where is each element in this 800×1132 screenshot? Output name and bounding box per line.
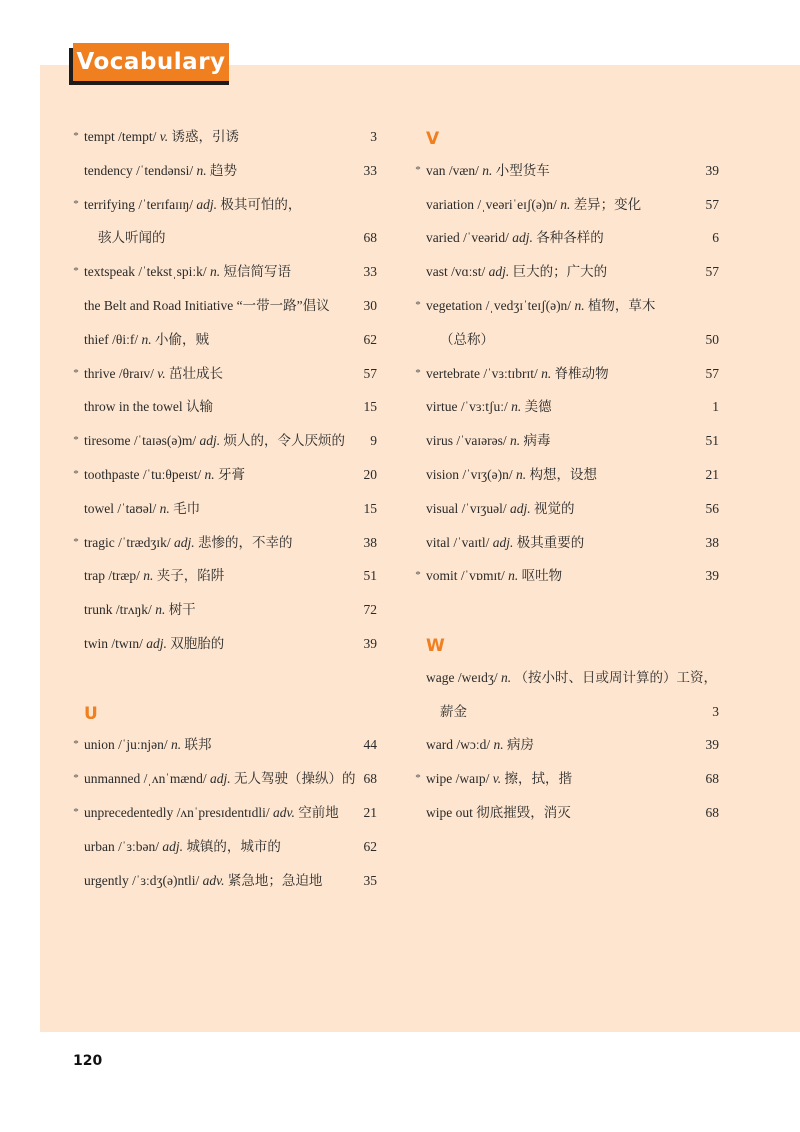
entry-meaning: 双胞胎的 — [170, 635, 225, 651]
vocab-entry — [70, 390, 380, 424]
entry-text — [84, 289, 380, 323]
entry-text — [84, 357, 380, 391]
entry-word: vital — [426, 534, 450, 550]
column-spacer — [412, 593, 722, 627]
entry-text — [84, 830, 380, 864]
entry-page: 39 — [705, 568, 719, 584]
entry-meaning: 极其可怕的， — [220, 196, 302, 212]
vocab-entry — [412, 221, 722, 255]
entry-page: 72 — [363, 602, 377, 618]
entry-part-of-speech: n. — [500, 669, 512, 685]
entry-word: vegetation — [426, 297, 483, 313]
vocab-entry — [412, 458, 722, 492]
star-marker: * — [73, 772, 79, 785]
entry-part-of-speech: n. — [171, 737, 182, 753]
vocab-entry — [412, 154, 722, 188]
vocab-entry — [412, 188, 722, 222]
entry-page: 51 — [705, 433, 719, 449]
star-marker: * — [73, 738, 79, 751]
entry-continuation: 骇人听闻的 — [98, 230, 166, 246]
vocab-entry — [70, 120, 380, 154]
entry-part-of-speech: adv. — [202, 872, 225, 888]
entry-part-of-speech: n. — [155, 602, 166, 618]
vocab-entry — [70, 289, 380, 323]
entry-word: wipe out — [426, 804, 473, 820]
entry-word: vision — [426, 466, 460, 482]
entry-text — [84, 627, 380, 661]
entry-text — [426, 154, 722, 188]
entry-part-of-speech: n. — [482, 162, 493, 178]
entry-word: union — [84, 737, 115, 753]
entry-phonetic: /ˈtendənsi/ — [136, 162, 194, 178]
entry-page: 56 — [705, 500, 719, 516]
entry-page: 33 — [363, 162, 377, 178]
entry-meaning: 夹子，陷阱 — [156, 568, 225, 584]
entry-part-of-speech: n. — [516, 466, 527, 482]
vocab-entry — [412, 762, 722, 796]
vocab-entry — [412, 695, 722, 729]
vocab-entry — [70, 357, 380, 391]
entry-phonetic: /ˈtuːθpeɪst/ — [142, 466, 202, 482]
star-marker: * — [73, 197, 79, 210]
entry-text — [84, 154, 380, 188]
entry-page: 68 — [705, 804, 719, 820]
entry-part-of-speech: n. — [541, 365, 552, 381]
entry-word: variation — [426, 196, 474, 212]
vocab-entry — [70, 458, 380, 492]
entry-word: wipe — [426, 771, 453, 787]
entry-text — [84, 188, 380, 222]
entry-word: trunk — [84, 602, 113, 618]
entry-word: unmanned — [84, 771, 141, 787]
entry-word: vast — [426, 264, 448, 280]
entry-part-of-speech: adj. — [173, 534, 195, 550]
entry-meaning: 小偷，贼 — [154, 331, 209, 347]
entry-word: thrive — [84, 365, 116, 381]
entry-phonetic: /ˈjuːnjən/ — [118, 737, 168, 753]
entry-phonetic: /waɪp/ — [455, 771, 490, 787]
entry-word: urban — [84, 838, 115, 854]
star-marker: * — [415, 163, 421, 176]
star-marker: * — [415, 298, 421, 311]
entry-part-of-speech: v. — [492, 771, 502, 787]
entry-page: 35 — [363, 872, 377, 888]
entry-page: 62 — [363, 838, 377, 854]
entry-part-of-speech: n. — [508, 568, 519, 584]
entry-word: tendency — [84, 162, 133, 178]
entry-text — [84, 796, 380, 830]
entry-part-of-speech: v. — [159, 129, 169, 144]
entry-meaning: 诱惑，引诱 — [171, 129, 239, 144]
entry-phonetic: /vɑːst/ — [451, 264, 486, 280]
entry-part-of-speech: adj. — [488, 264, 510, 280]
entry-word: wage — [426, 669, 455, 685]
entry-phonetic: /ˈvɜːtɪbrɪt/ — [483, 365, 538, 381]
vocab-entry — [412, 357, 722, 391]
vocab-entry — [70, 593, 380, 627]
vocab-entry — [412, 661, 722, 695]
entry-word: virtue — [426, 399, 458, 415]
entry-part-of-speech: adj. — [162, 838, 184, 854]
entry-text — [84, 728, 380, 762]
entry-page: 30 — [363, 297, 377, 313]
entry-word: trap — [84, 568, 105, 584]
entry-phonetic: /weɪdʒ/ — [457, 669, 498, 685]
star-marker: * — [73, 434, 79, 447]
entry-phonetic: /ˈvaɪərəs/ — [456, 433, 507, 449]
entry-page: 39 — [705, 737, 719, 753]
entry-page: 50 — [705, 331, 719, 347]
entry-phonetic: /ˈtekstˌspiːk/ — [138, 264, 207, 280]
entry-page: 1 — [712, 399, 719, 415]
entry-word: varied — [426, 230, 460, 246]
vocab-entry — [412, 526, 722, 560]
star-marker: * — [415, 569, 421, 582]
entry-page: 3 — [370, 129, 377, 144]
star-marker: * — [415, 366, 421, 379]
letter-heading: U — [84, 703, 98, 724]
entry-part-of-speech: n. — [141, 331, 152, 347]
vocab-entry — [70, 796, 380, 830]
entry-text — [84, 255, 380, 289]
vocab-entry — [70, 728, 380, 762]
entry-text — [426, 762, 722, 796]
entry-meaning: “一带一路”倡议 — [236, 297, 330, 313]
entry-part-of-speech: n. — [493, 737, 504, 753]
entry-word: tempt — [84, 129, 115, 144]
entry-text — [84, 323, 380, 357]
entry-phonetic: /ˈvɜːtʃuː/ — [460, 399, 508, 415]
entry-page: 57 — [363, 365, 377, 381]
entry-word: vertebrate — [426, 365, 480, 381]
entry-phonetic: /ˈvɒmɪt/ — [460, 568, 505, 584]
entry-part-of-speech: n. — [511, 399, 522, 415]
entry-meaning: 各种各样的 — [536, 230, 604, 246]
entry-text — [426, 526, 722, 560]
entry-text — [426, 390, 722, 424]
entry-page: 68 — [705, 771, 719, 787]
entry-phonetic: /tempt/ — [118, 129, 157, 144]
entry-part-of-speech: adj. — [199, 433, 221, 449]
entry-page: 15 — [363, 399, 377, 415]
entry-meaning: 擦，拭，揩 — [504, 771, 572, 787]
entry-meaning: 城镇的，城市的 — [186, 838, 281, 854]
entry-word: unprecedentedly — [84, 804, 174, 820]
entry-word: van — [426, 162, 446, 178]
entry-text — [84, 424, 380, 458]
entry-phonetic: /ˈvɪʒuəl/ — [461, 500, 507, 516]
entry-meaning: 病房 — [507, 737, 534, 753]
vocab-entry — [70, 864, 380, 898]
entry-page: 38 — [705, 534, 719, 550]
letter-heading: V — [426, 129, 440, 149]
right-column — [412, 120, 722, 830]
entry-page: 62 — [363, 331, 377, 347]
entry-part-of-speech: adj. — [492, 534, 514, 550]
entry-meaning: 植物，草木 — [587, 297, 656, 313]
entry-text — [426, 289, 722, 323]
entry-page: 51 — [363, 568, 377, 584]
entry-word: toothpaste — [84, 466, 140, 482]
entry-part-of-speech: v. — [157, 365, 166, 381]
vocab-entry — [70, 323, 380, 357]
entry-meaning: 毛巾 — [173, 500, 201, 516]
entry-word: tragic — [84, 534, 115, 550]
entry-text — [426, 661, 722, 695]
entry-text — [84, 526, 380, 560]
entry-meaning: 牙膏 — [217, 466, 245, 482]
entry-meaning: 差异；变化 — [573, 196, 642, 212]
entry-page: 20 — [363, 466, 377, 482]
star-marker: * — [73, 467, 79, 480]
entry-phonetic: /ˈterɪfaɪɪŋ/ — [138, 196, 194, 212]
entry-page: 6 — [712, 230, 719, 246]
star-marker: * — [73, 130, 79, 142]
left-column — [70, 120, 380, 897]
entry-continuation: 薪金 — [440, 703, 467, 719]
entry-phonetic: /ʌnˈpresɪdentɪdli/ — [176, 804, 270, 820]
vocab-entry — [70, 255, 380, 289]
entry-text — [426, 255, 722, 289]
entry-text — [426, 188, 722, 222]
entry-text — [426, 796, 722, 830]
vocab-entry — [70, 221, 380, 255]
entry-meaning: 趋势 — [209, 162, 237, 178]
entry-meaning: 病毒 — [523, 433, 551, 449]
entry-text — [84, 390, 380, 424]
entry-phonetic: /ˈvaɪtl/ — [453, 534, 490, 550]
page-number: 120 — [73, 1053, 103, 1069]
entry-meaning: 短信简写语 — [223, 264, 291, 280]
entry-phonetic: /ˌveəriˈeɪʃ(ə)n/ — [477, 196, 557, 212]
vocab-entry — [412, 559, 722, 593]
entry-page: 68 — [363, 771, 377, 787]
vocab-entry — [70, 188, 380, 222]
vocab-entry — [412, 255, 722, 289]
entry-page: 9 — [370, 433, 377, 449]
entry-page: 44 — [363, 737, 377, 753]
entry-part-of-speech: n. — [159, 500, 170, 516]
entry-continuation: （总称） — [440, 331, 494, 347]
entry-part-of-speech: n. — [209, 264, 221, 280]
entry-text — [426, 458, 722, 492]
vocab-entry — [412, 796, 722, 830]
entry-page: 38 — [363, 534, 377, 550]
entry-text — [426, 221, 722, 255]
entry-text — [426, 424, 722, 458]
star-marker: * — [73, 535, 79, 548]
entry-meaning: 空前地 — [298, 804, 339, 820]
entry-phonetic: /ˈtrædʒɪk/ — [118, 534, 171, 550]
entry-meaning: 极其重要的 — [516, 534, 585, 550]
entry-meaning: 小型货车 — [495, 162, 550, 178]
entry-phonetic: /ˈvɪʒ(ə)n/ — [462, 466, 513, 482]
entry-part-of-speech: adj. — [196, 196, 218, 212]
entry-meaning: 紧急地；急迫地 — [227, 872, 323, 888]
vocab-entry — [70, 424, 380, 458]
entry-word: ward — [426, 737, 453, 753]
entry-word: towel — [84, 500, 114, 516]
entry-page: 57 — [705, 365, 719, 381]
star-marker: * — [73, 805, 79, 818]
entry-text — [426, 728, 722, 762]
entry-part-of-speech: n. — [204, 466, 215, 482]
entry-page: 3 — [712, 703, 719, 719]
entry-meaning: 脊椎动物 — [554, 365, 609, 381]
entry-phonetic: /ˌʌnˈmænd/ — [143, 771, 207, 787]
entry-meaning: 联邦 — [184, 737, 212, 753]
entry-word: terrifying — [84, 196, 135, 212]
entry-meaning: 美德 — [524, 399, 552, 415]
vocab-entry — [70, 559, 380, 593]
entry-text — [426, 492, 722, 526]
entry-word: vomit — [426, 568, 458, 584]
entry-meaning: 无人驾驶（操纵）的 — [234, 771, 356, 787]
entry-text — [426, 559, 722, 593]
entry-part-of-speech: n. — [560, 196, 571, 212]
entry-meaning: 彻底摧毁，消灭 — [476, 804, 571, 820]
entry-part-of-speech: n. — [196, 162, 207, 178]
star-marker: * — [73, 366, 79, 379]
entry-word: throw in the towel — [84, 399, 183, 415]
column-spacer — [70, 661, 380, 695]
entry-word: the Belt and Road Initiative — [84, 297, 234, 313]
entry-part-of-speech: n. — [509, 433, 521, 449]
entry-phonetic: /væn/ — [448, 162, 479, 178]
entry-meaning: 视觉的 — [534, 500, 575, 516]
entry-part-of-speech: adj. — [512, 230, 533, 246]
vocab-entry — [70, 830, 380, 864]
entry-part-of-speech: adv. — [272, 804, 295, 820]
vocab-entry — [412, 289, 722, 323]
entry-meaning: 认输 — [185, 399, 213, 415]
entry-part-of-speech: n. — [574, 297, 585, 313]
entry-phonetic: /ˈtaʊəl/ — [117, 500, 157, 516]
entry-text — [84, 458, 380, 492]
entry-phonetic: /ˈtaɪəs(ə)m/ — [133, 433, 197, 449]
entry-word: tiresome — [84, 433, 131, 449]
entry-text — [84, 559, 380, 593]
entry-word: textspeak — [84, 264, 135, 280]
section-title: Vocabulary — [73, 43, 229, 81]
vocab-entry — [412, 492, 722, 526]
entry-text — [84, 593, 380, 627]
entry-page: 21 — [705, 466, 719, 482]
entry-part-of-speech: adj. — [146, 635, 167, 651]
entry-meaning: 呕吐物 — [521, 568, 563, 584]
entry-phonetic: /trʌŋk/ — [115, 602, 152, 618]
entry-page: 15 — [363, 500, 377, 516]
entry-meaning: 悲惨的，不幸的 — [198, 534, 293, 550]
vocab-entry — [412, 424, 722, 458]
entry-text — [426, 357, 722, 391]
vocab-entry — [412, 390, 722, 424]
vocab-entry — [412, 323, 722, 357]
entry-word: visual — [426, 500, 459, 516]
entry-phonetic: /θraɪv/ — [118, 365, 154, 381]
entry-phonetic: /ˌvedʒɪˈteɪʃ(ə)n/ — [485, 297, 572, 313]
entry-text — [84, 864, 380, 898]
entry-part-of-speech: adj. — [210, 771, 231, 787]
entry-meaning: 树干 — [168, 602, 196, 618]
entry-part-of-speech: adj. — [509, 500, 531, 516]
entry-page: 39 — [705, 162, 719, 178]
entry-text — [84, 492, 380, 526]
entry-phonetic: /θiːf/ — [112, 331, 139, 347]
entry-meaning: 构想，设想 — [529, 466, 597, 482]
entry-phonetic: /træp/ — [108, 568, 140, 584]
entry-page: 57 — [705, 196, 719, 212]
entry-phonetic: /wɔːd/ — [456, 737, 491, 753]
entry-part-of-speech: n. — [143, 568, 154, 584]
vocab-entry — [70, 154, 380, 188]
vocab-entry — [70, 492, 380, 526]
entry-page: 39 — [363, 635, 377, 651]
letter-heading: W — [426, 635, 445, 656]
entry-phonetic: /ˈveərid/ — [463, 230, 509, 246]
entry-phonetic: /ˈɜːbən/ — [118, 838, 160, 854]
entry-page: 33 — [363, 264, 377, 280]
entry-word: thief — [84, 331, 109, 347]
vocab-entry — [70, 627, 380, 661]
entry-phonetic: /twɪn/ — [111, 635, 143, 651]
entry-meaning: 巨大的；广大的 — [512, 264, 608, 280]
vocab-entry — [70, 526, 380, 560]
star-marker: * — [73, 265, 79, 278]
entry-meaning: （按小时、日或周计算的）工资， — [514, 669, 717, 685]
star-marker: * — [415, 772, 421, 785]
entry-word: virus — [426, 433, 453, 449]
entry-phonetic: /ˈɜːdʒ(ə)ntli/ — [132, 872, 200, 888]
entry-word: urgently — [84, 872, 129, 888]
vocab-entry — [412, 728, 722, 762]
entry-word: twin — [84, 635, 109, 651]
entry-text — [84, 120, 380, 154]
entry-text — [84, 762, 380, 796]
entry-page: 68 — [363, 230, 377, 246]
vocab-entry — [70, 762, 380, 796]
entry-meaning: 茁壮成长 — [168, 365, 223, 381]
entry-meaning: 烦人的，令人厌烦的 — [223, 433, 345, 449]
entry-page: 57 — [705, 264, 719, 280]
entry-page: 21 — [363, 804, 377, 820]
